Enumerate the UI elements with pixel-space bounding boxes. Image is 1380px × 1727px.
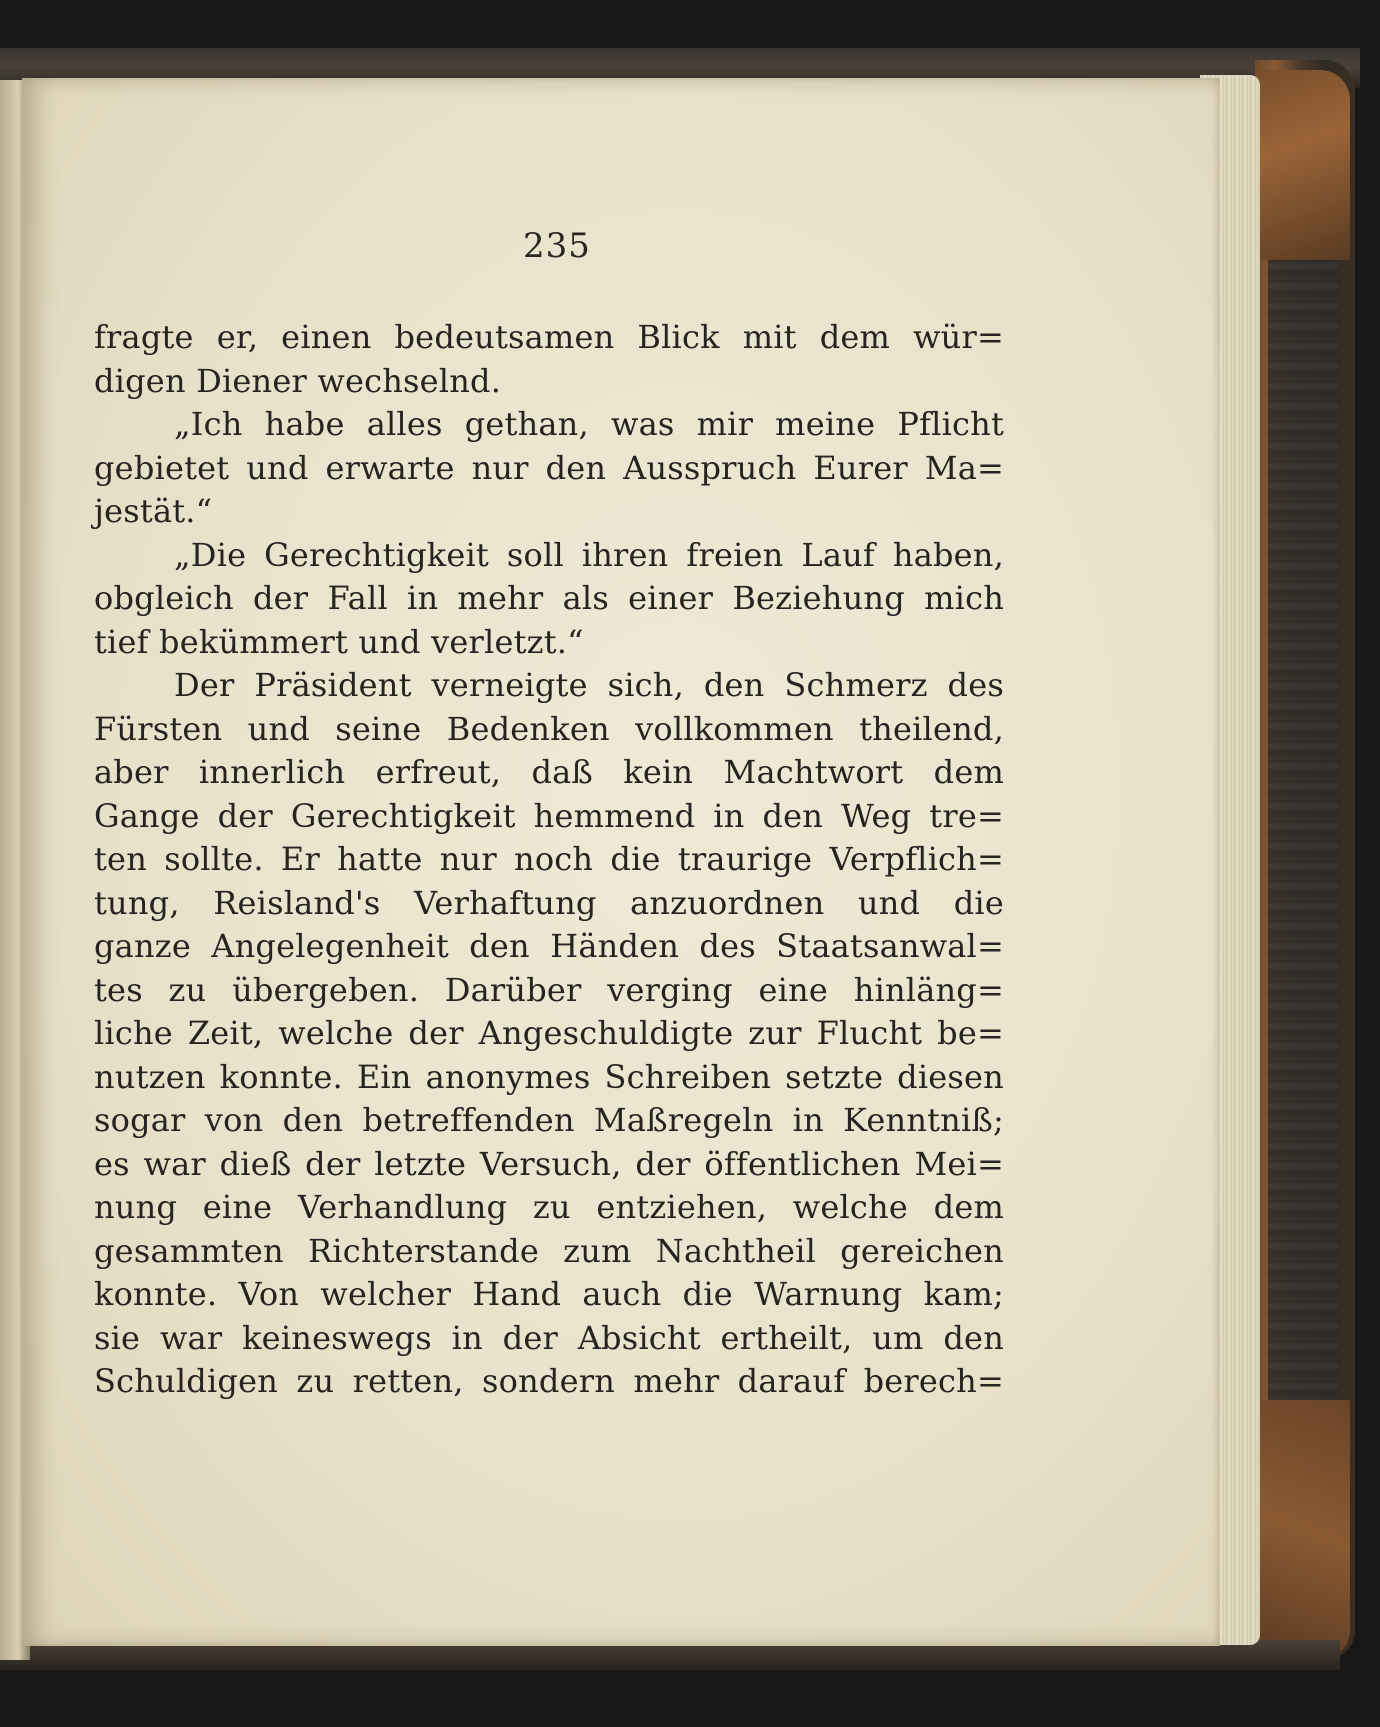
text-line: gebietet und erwarte nur den Ausspruch Eurer Ma= [94, 448, 1004, 487]
body-text [94, 316, 1004, 1404]
text-line: sogar von den betreffenden Maßregeln in Kenntniß; [94, 1101, 1004, 1139]
text-line: fragte er, einen bedeutsamen Blick mit dem wür= [94, 318, 1004, 356]
text-line: tung, Reisland's Verhaftung anzuordnen und die [94, 883, 1004, 922]
book-cover-leather-corner-top [1255, 70, 1350, 260]
text-line: Schuldigen zu retten, sondern mehr darauf berech= [94, 1362, 1004, 1400]
text-line: tes zu übergeben. Darüber verging eine hinläng= [94, 970, 1004, 1009]
text-line: jestät.“ [94, 492, 213, 530]
text-line: konnte. Von welcher Hand auch die Warnung kam; [94, 1275, 1004, 1313]
book-page [22, 78, 1220, 1646]
text-line: aber innerlich erfreut, daß kein Machtwort dem [94, 753, 1004, 791]
text-line: liche Zeit, welche der Angeschuldigte zur Flucht be= [94, 1014, 1004, 1052]
text-line: digen Diener wechselnd. [94, 361, 502, 400]
text-line: nutzen konnte. Ein anonymes Schreiben setzte diesen [94, 1057, 1004, 1096]
text-line: sie war keineswegs in der Absicht ertheilt, um den [94, 1318, 1004, 1357]
book-cover-leather-corner-bottom [1255, 1400, 1350, 1660]
text-line: „Die Gerechtigkeit soll ihren freien Lauf haben, [174, 535, 1004, 574]
text-line: Der Präsident verneigte sich, den Schmerz des [174, 666, 1004, 704]
text-line: gesammten Richterstande zum Nachtheil gereichen [94, 1231, 1004, 1270]
text-line: tief bekümmert und verletzt.“ [94, 622, 584, 661]
text-line: obgleich der Fall in mehr als einer Beziehung mich [94, 579, 1004, 617]
book-cover-cloth [1268, 240, 1338, 1410]
text-line: ganze Angelegenheit den Händen des Staatsanwal= [94, 927, 1004, 965]
text-line: Fürsten und seine Bedenken vollkommen theilend, [94, 709, 1004, 748]
text-line: Gange der Gerechtigkeit hemmend in den Weg tre= [94, 796, 1004, 835]
text-line: „Ich habe alles gethan, was mir meine Pflicht [174, 405, 1004, 443]
text-line: ten sollte. Er hatte nur noch die traurige Verpflich= [94, 840, 1004, 878]
page-number: 235 [523, 226, 591, 266]
text-line: es war dieß der letzte Versuch, der öffentlichen Mei= [94, 1144, 1004, 1183]
text-line: nung eine Verhandlung zu entziehen, welche dem [94, 1188, 1004, 1226]
